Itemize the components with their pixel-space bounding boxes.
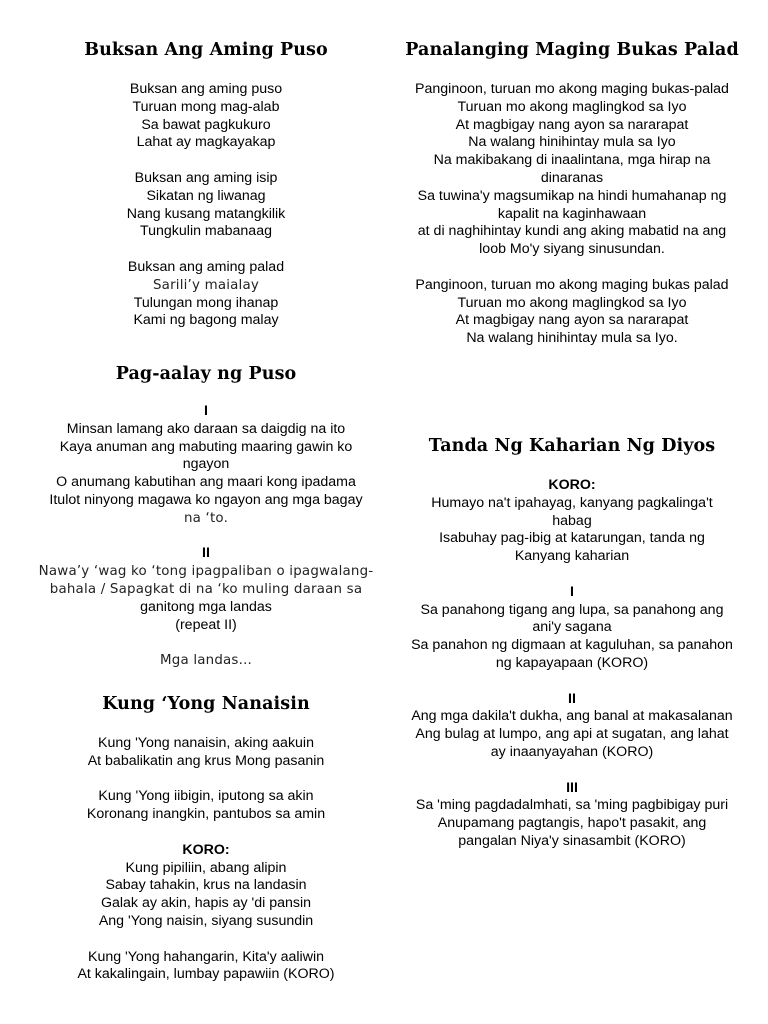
lyric-line: Na makibakang di inaalintana, mga hirap na [433, 152, 711, 169]
lyric-line: Sa bawat pagkukuro [141, 116, 271, 133]
lyric-line: Buksan ang aming palad [127, 258, 285, 275]
lyric-line: Ang 'Yong naisin, siyang susundin [98, 912, 314, 929]
lyric-line: Sikatan ng liwanag [146, 187, 266, 204]
song-title-kungyong: Kung ‘Yong Nanaisin [102, 694, 310, 714]
lyrics-buksan [10, 81, 402, 330]
lyric-line: Lahat ay magkayakap [136, 134, 276, 151]
lyric-line: Tulungan mong ihanap [133, 294, 279, 311]
lyric-line: Na walang hinihintay mula sa Iyo. [466, 330, 678, 347]
lyric-line: Nang kusang matangkilik [126, 205, 286, 222]
lyric-line: At magbigay nang ayon sa nararapat [455, 116, 689, 133]
lyric-line: Nawa’y ‘wag ko ‘tong ipagpaliban o ipagwalang- [38, 564, 374, 580]
song-title-pagaalay: Pag-aalay ng Puso [115, 364, 297, 384]
lyric-line: Buksan ang aming isip [134, 169, 278, 186]
verse-label: I [204, 403, 208, 419]
lyric-line: (repeat II) [175, 616, 237, 633]
lyric-line: Ang mga dakila't dukha, ang banal at makasalanan [411, 708, 733, 725]
lyric-line: Galak ay akin, hapis ay 'di pansin [100, 895, 312, 912]
lyric-line: Sarili’y maialay [152, 277, 260, 293]
lyric-line: Kung 'Yong nanaisin, aking aakuin [98, 735, 314, 751]
lyric-line: bahala / Sapagkat di na ‘ko muling daraan sa [49, 581, 363, 597]
lyric-line: Turuan mong mag-alab [132, 98, 280, 115]
lyric-line: Sa 'ming pagdadalmhati, sa 'ming pagbibigay puri [415, 797, 729, 814]
lyric-line: ganitong mga landas [140, 598, 272, 615]
lyric-line: Tungkulin mabanaag [140, 223, 272, 240]
lyric-line: Kung 'Yong hahangarin, Kita'y aaliwin [87, 948, 324, 965]
lyric-line: ngayon [182, 456, 230, 473]
lyric-line: Anupamang pagtangis, hapo't pasakit, ang [437, 815, 707, 832]
lyric-line: At babalikatin ang krus Mong pasanin [87, 752, 325, 769]
lyric-line: dinaranas [540, 169, 604, 186]
lyric-line: loob Mo'y siyang sinusundan. [479, 241, 665, 258]
lyric-line: kapalit na kaginhawaan [497, 205, 647, 222]
lyric-line: pangalan Niya'y sinasambit (KORO) [458, 832, 686, 849]
song-title-buksan: Buksan Ang Aming Puso [84, 40, 328, 60]
verse-label: II [568, 690, 576, 707]
lyric-line: Itulot ninyong magawa ko ngayon ang mga bagay [49, 491, 363, 508]
lyric-line: Humayo na't ipahayag, kanyang pagkalinga't [431, 494, 713, 511]
koro-label: KORO: [548, 477, 596, 493]
lyrics-tanda [376, 477, 768, 851]
lyric-line: Turuan mo akong maglingkod sa Iyo [457, 98, 687, 115]
lyric-line: Sa panahong tigang ang lupa, sa panahong ang [420, 601, 724, 618]
song-title-tanda: Tanda Ng Kaharian Ng Diyos [428, 436, 716, 456]
lyrics-pagaalay [10, 403, 402, 670]
lyric-line: Kanyang kaharian [514, 548, 630, 565]
verse-label: II [202, 545, 210, 562]
lyric-line: Sa tuwina'y magsumikap na hindi humahanap ng [417, 187, 727, 204]
lyric-line: Sabay tahakin, krus na landasin [105, 877, 307, 894]
lyric-line: Kami ng bagong malay [133, 312, 279, 329]
lyric-line: At magbigay nang ayon sa nararapat [455, 312, 689, 329]
lyric-line: Panginoon, turuan mo akong maging bukas palad [415, 276, 729, 293]
lyric-line: Minsan lamang ako daraan sa daigdig na ito [66, 420, 346, 437]
lyric-line: na ‘to. [183, 510, 229, 526]
koro-label: KORO: [182, 841, 230, 858]
lyric-line: Sa panahon ng digmaan at kaguluhan, sa panahon [411, 637, 733, 654]
verse-label: I [570, 583, 574, 600]
lyric-line: Kung 'Yong iibigin, iputong sa akin [98, 788, 314, 805]
lyric-line: Buksan ang aming puso [129, 81, 283, 97]
lyric-line: ng kapayapaan (KORO) [495, 654, 649, 671]
lyric-line: Ang bulag at lumpo, ang api at sugatan, ang lahat [415, 726, 729, 743]
lyric-line: Kung pipiliin, abang alipin [125, 859, 287, 876]
lyric-line: habag [552, 512, 592, 529]
lyrics-panalangin [376, 81, 768, 348]
lyric-line: Panginoon, turuan mo akong maging bukas-palad [415, 81, 729, 97]
lyric-line: Isabuhay pag-ibig at katarungan, tanda ng [439, 530, 705, 547]
lyric-line: Na walang hinihintay mula sa Iyo [468, 134, 676, 151]
lyrics-kungyong [10, 735, 402, 984]
verse-label: III [566, 779, 578, 796]
lyric-line: ani'y sagana [532, 619, 612, 636]
lyric-line: Mga landas... [160, 653, 252, 669]
song-title-panalangin: Panalanging Maging Bukas Palad [405, 40, 739, 60]
lyric-line: Koronang inangkin, pantubos sa amin [86, 806, 326, 823]
lyric-line: At kakalingain, lumbay papawiin (KORO) [77, 966, 335, 983]
lyric-line: Turuan mo akong maglingkod sa Iyo [457, 294, 687, 311]
lyric-line: ay inaanyayahan (KORO) [490, 743, 654, 760]
lyric-line: O anumang kabutihan ang maari kong ipadama [56, 474, 356, 491]
lyric-line: Kaya anuman ang mabuting maaring gawin ko [59, 438, 353, 455]
lyric-line: at di naghihintay kundi ang aking mabatid na ang [417, 223, 727, 240]
